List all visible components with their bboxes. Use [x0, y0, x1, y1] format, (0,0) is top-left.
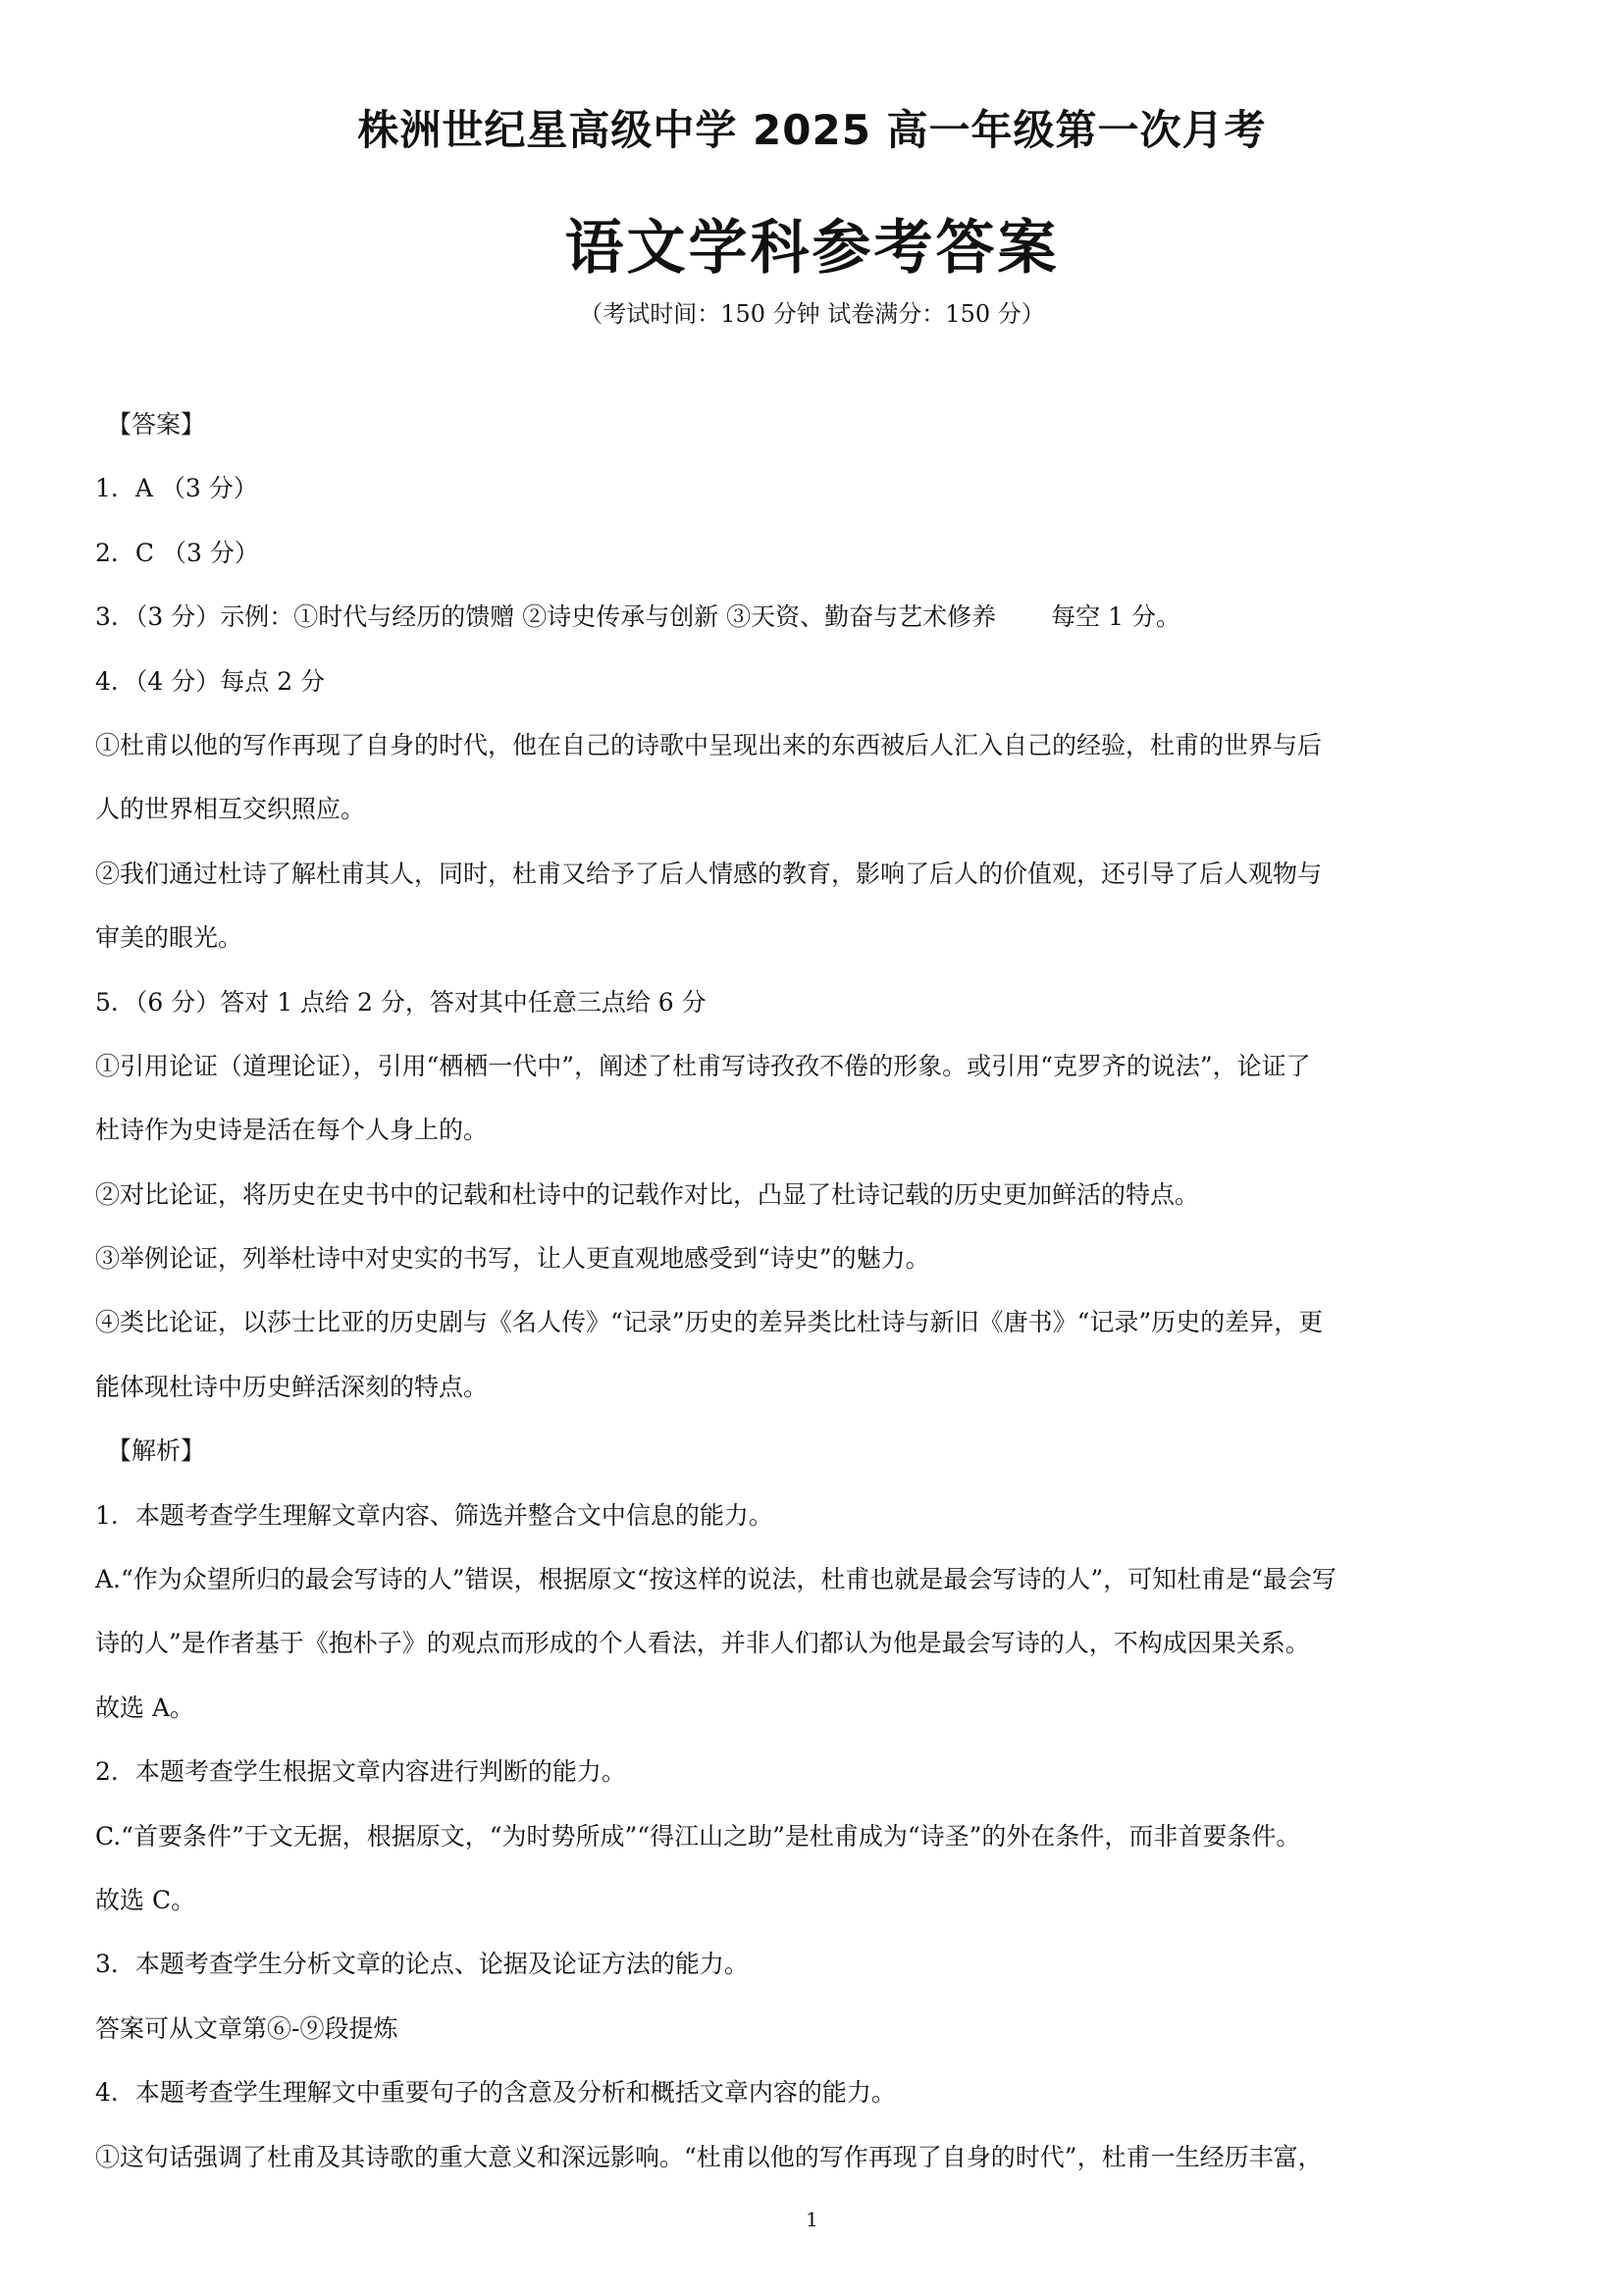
answers-heading: 【答案】	[107, 410, 206, 439]
analysis-q1-head: 1．本题考查学生理解文章内容、筛选并整合文中信息的能力。	[95, 1500, 773, 1530]
analysis-q3-line1: 答案可从文章第⑥-⑨段提炼	[95, 2013, 398, 2043]
answer-q3-main: 3．（3 分）示例：①时代与经历的馈赠 ②诗史传承与创新 ③天资、勤奋与艺术修养	[95, 602, 997, 632]
answer-q5-point1-line2: 杜诗作为史诗是活在每个人身上的。	[95, 1116, 489, 1145]
answer-q3	[95, 585, 1547, 649]
document-body	[95, 392, 1547, 2189]
analysis-q4-line1: ①这句话强调了杜甫及其诗歌的重大意义和深远影响。“杜甫以他的写作再现了自身的时代”，杜甫一生经历丰富，	[95, 2142, 1323, 2171]
page-number: 1	[806, 2208, 818, 2231]
answer-q5-point1-line1: ①引用论证（道理论证），引用“栖栖一代中”，阐述了杜甫写诗孜孜不倦的形象。或引用“克罗齐的说法”，论证了	[95, 1051, 1311, 1080]
analysis-q2-line2: 故选 C。	[95, 1885, 196, 1914]
answer-q5-point2: ②对比论证，将历史在史书中的记载和杜诗中的记载作对比，凸显了杜诗记载的历史更加鲜活的特点。	[95, 1179, 1200, 1209]
analysis-q3-head: 3．本题考查学生分析文章的论点、论据及论证方法的能力。	[95, 1950, 749, 1979]
analysis-q2-line1: C.“首要条件”于文无据，根据原文，“为时势所成”“得江山之助”是杜甫成为“诗圣”的外在条件，而非首要条件。	[95, 1821, 1301, 1851]
document-subtitle: 语文学科参考答案	[564, 214, 1060, 283]
answer-q2: 2．C （3 分）	[95, 538, 259, 567]
answer-q1: 1．A （3 分）	[95, 474, 258, 503]
answer-q4-point2-line1: ②我们通过杜诗了解杜甫其人，同时，杜甫又给予了后人情感的教育，影响了后人的价值观，还引导了后人观物与	[95, 859, 1323, 888]
analysis-q4-head: 4．本题考查学生理解文中重要句子的含意及分析和概括文章内容的能力。	[95, 2078, 896, 2108]
answer-q3-score: 每空 1 分。	[1051, 602, 1180, 632]
answer-q4-head: 4．（4 分）每点 2 分	[95, 666, 326, 696]
answer-q5-point4-line1: ④类比论证，以莎士比亚的历史剧与《名人传》“记录”历史的差异类比杜诗与新旧《唐书》“记录”历史的差异，更	[95, 1308, 1324, 1337]
answer-q4-point1-line1: ①杜甫以他的写作再现了自身的时代，他在自己的诗歌中呈现出来的东西被后人汇入自己的经验，杜甫的世界与后	[95, 730, 1323, 759]
answer-q4-point1-line2: 人的世界相互交织照应。	[95, 795, 366, 824]
exam-info: （考试时间：150 分钟 试卷满分：150 分）	[579, 300, 1045, 328]
answer-q5-point3: ③举例论证，列举杜诗中对史实的书写，让人更直观地感受到“诗史”的魅力。	[95, 1244, 930, 1274]
answer-q4-point2-line2: 审美的眼光。	[95, 923, 243, 953]
answer-q5-point4-line2: 能体现杜诗中历史鲜活深刻的特点。	[95, 1372, 489, 1401]
analysis-q1-line3: 故选 A。	[95, 1693, 195, 1722]
analysis-q1-line1: A.“作为众望所归的最会写诗的人”错误，根据原文“按这样的说法，杜甫也就是最会写诗的人”，可知杜甫是“最会写	[95, 1565, 1336, 1594]
analysis-q2-head: 2．本题考查学生根据文章内容进行判断的能力。	[95, 1757, 626, 1787]
document-title: 株洲世纪星高级中学 2025 高一年级第一次月考	[357, 106, 1267, 154]
analysis-heading: 【解析】	[107, 1436, 206, 1466]
answer-q5-head: 5．（6 分）答对 1 点给 2 分，答对其中任意三点给 6 分	[95, 987, 707, 1017]
analysis-q1-line2: 诗的人”是作者基于《抱朴子》的观点而形成的个人看法，并非人们都认为他是最会写诗的人，不构成因果关系。	[95, 1629, 1310, 1658]
